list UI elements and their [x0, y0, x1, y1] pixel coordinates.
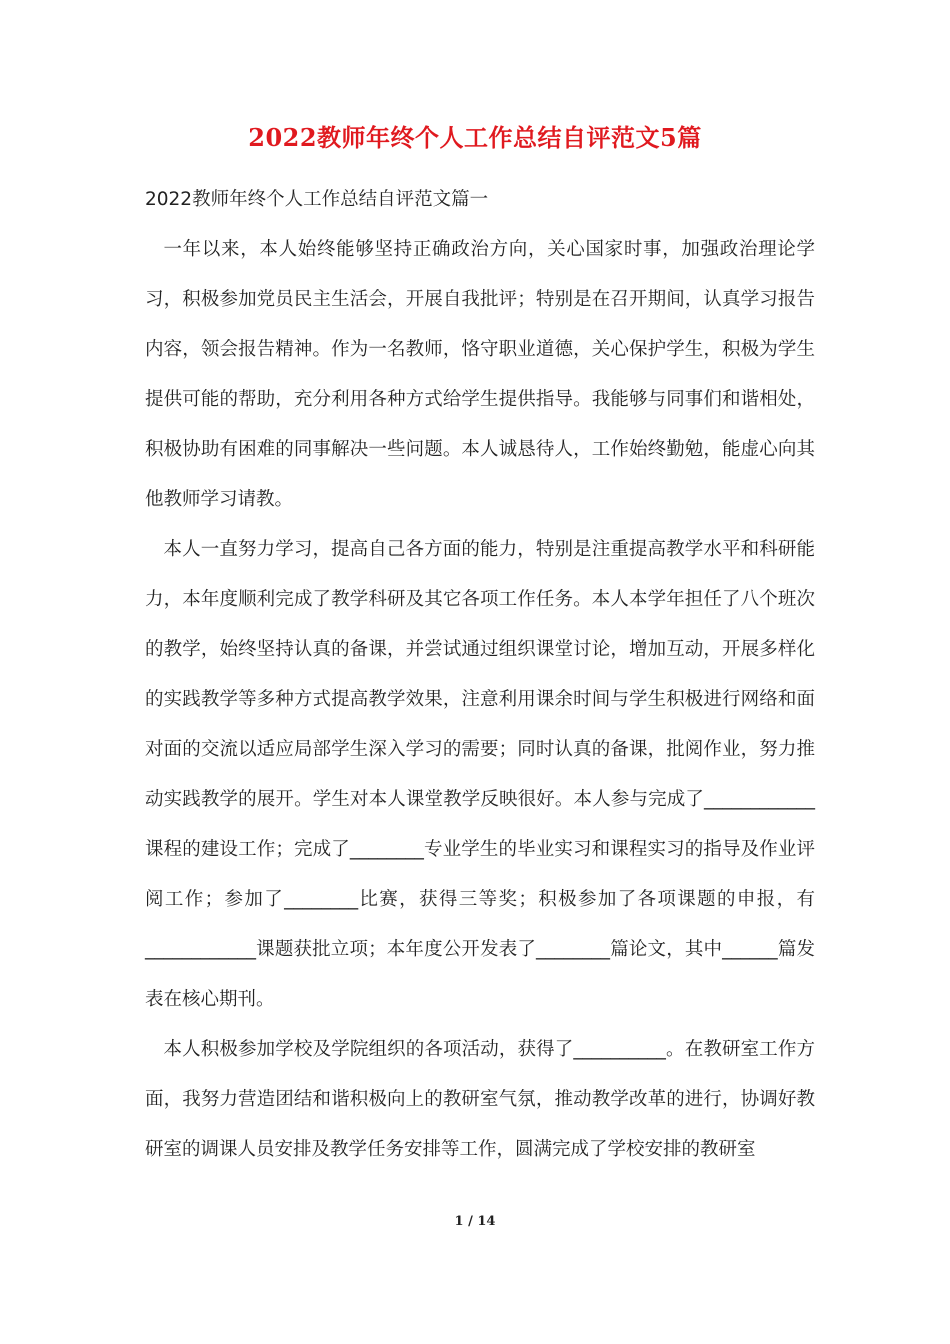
paragraph: 一年以来，本人始终能够坚持正确政治方向，关心国家时事，加强政治理论学习，积极参加党员民主生活会，开展自我批评；特别是在召开期间，认真学习报告内容，领会报告精神。作为一名教师，恪守职业道德，关心保护学生，积极为学生提供可能的帮助，充分利用各种方式给学生提供指导。我能够与同事们和谐相处，积极协助有困难的同事解决一些问题。本人诚恳待人，工作始终勤勉，能虚心向其他教师学习请教。 [145, 239, 815, 510]
paragraph: 本人一直努力学习，提高自己各方面的能力，特别是注重提高教学水平和科研能力，本年度顺利完成了教学科研及其它各项工作任务。本人本学年担任了八个班次的教学，始终坚持认真的备课，并尝试通过组织课堂讨论，增加互动，开展多样化的实践教学等多种方式提高教学效果，注意利用课余时间与学生积极进行网络和面对面的交流以适应局部学生深入学习的需要；同时认真的备课，批阅作业，努力推动实践教学的展开。学生对本人课堂教学反映很好。本人参与完成了____________课程的建设工作；完成了________专业学生的毕业实习和课程实习的指导及作业评阅工作；参加了________比赛，获得三等奖；积极参加了各项课题的申报，有____________课题获批立项；本年度公开发表了________篇论文，其中______篇发表在核心期刊。 [145, 539, 815, 1010]
page-number: 1 / 14 [454, 1214, 496, 1229]
document-title: 2022教师年终个人工作总结自评范文5篇 [248, 123, 702, 152]
document-body [145, 175, 815, 1175]
paragraph: 本人积极参加学校及学院组织的各项活动，获得了__________。在教研室工作方面，我努力营造团结和谐积极向上的教研室气氛，推动教学改革的进行，协调好教研室的调课人员安排及教学任务安排等工作，圆满完成了学校安排的教研室 [145, 1039, 815, 1160]
section-heading: 2022教师年终个人工作总结自评范文篇一 [145, 189, 489, 210]
